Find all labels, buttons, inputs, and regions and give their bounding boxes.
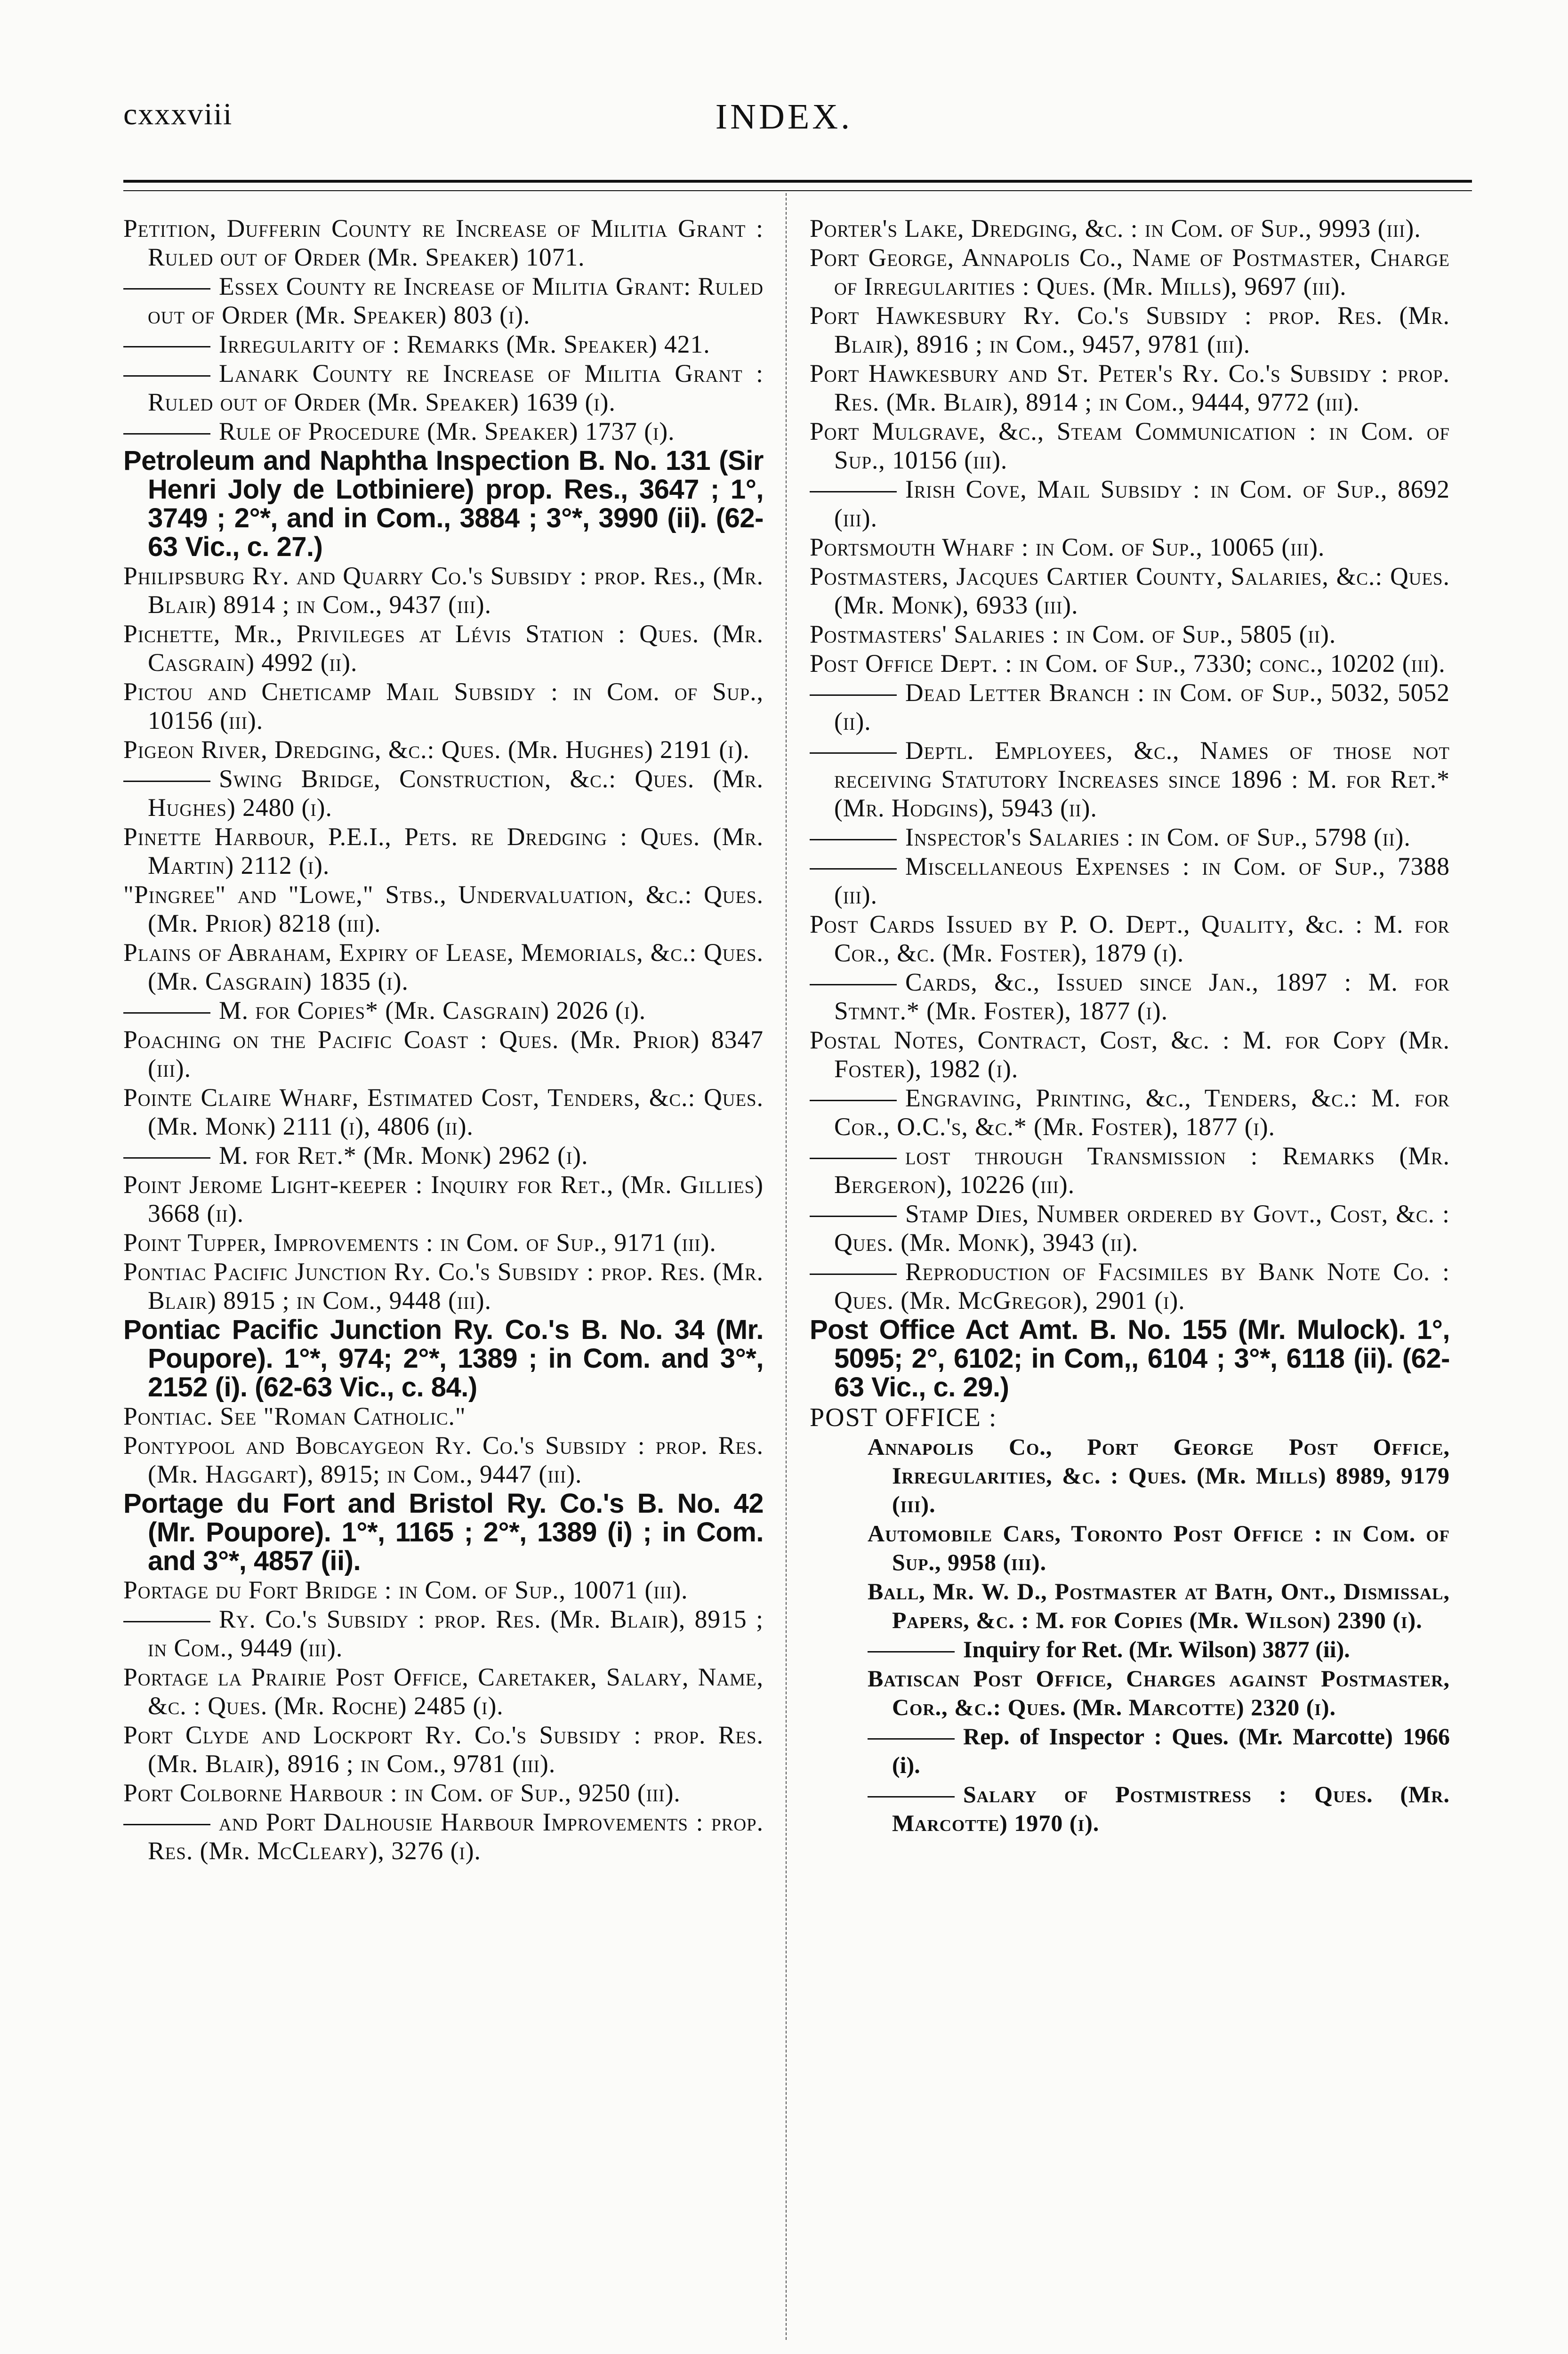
index-entry: Portage la Prairie Post Office, Caretaker, Salary, Name, &c. : Ques. (Mr. Roche) 2485 (i).	[123, 1663, 764, 1720]
index-entry: Post Office Dept. : in Com. of Sup., 7330; conc., 10202 (iii).	[810, 649, 1446, 677]
index-entry: Pontypool and Bobcaygeon Ry. Co.'s Subsidy : prop. Res. (Mr. Haggart), 8915; in Com., 9447 (iii).	[123, 1431, 764, 1488]
index-subentry: M. for Copies* (Mr. Casgrain) 2026 (i).	[123, 996, 764, 1025]
ditto-dash	[123, 781, 210, 782]
ditto-dash	[810, 1158, 897, 1159]
ditto-dash	[868, 1738, 955, 1740]
ditto-dash	[810, 752, 897, 754]
ditto-dash	[123, 433, 210, 435]
page-folio: cxxxviii	[123, 97, 233, 131]
index-entry: Port Clyde and Lockport Ry. Co.'s Subsidy : prop. Res. (Mr. Blair), 8916 ; in Com., 9781 (iii).	[123, 1721, 764, 1778]
ditto-dash	[810, 1100, 897, 1101]
index-subentry: Miscellaneous Expenses : in Com. of Sup., 7388 (iii).	[810, 852, 1450, 910]
index-entry: Pictou and Cheticamp Mail Subsidy : in Com. of Sup., 10156 (iii).	[123, 677, 764, 734]
index-subentry: Irish Cove, Mail Subsidy : in Com. of Sup., 8692 (iii).	[810, 475, 1450, 532]
header-rule-thick	[123, 180, 1472, 183]
index-entry: Post Cards Issued by P. O. Dept., Quality, &c. : M. for Cor., &c. (Mr. Foster), 1879 (i).	[810, 910, 1450, 967]
index-entry: Port George, Annapolis Co., Name of Postmaster, Charge of Irregularities : Ques. (Mr. Mills), 9697 (iii).	[810, 243, 1450, 300]
header-rule-thin	[123, 190, 1472, 191]
ditto-dash	[810, 868, 897, 870]
ditto-dash	[123, 1621, 210, 1622]
ditto-dash	[868, 1796, 955, 1798]
index-subentry: Ry. Co.'s Subsidy : prop. Res. (Mr. Blair), 8915 ; in Com., 9449 (iii).	[123, 1605, 764, 1662]
index-subentry: Deptl. Employees, &c., Names of those not receiving Statutory Increases since 1896 : M. for Ret.* (Mr. Hodgins), 5943 (ii).	[810, 736, 1450, 822]
index-entry: Port Hawkesbury Ry. Co.'s Subsidy : prop. Res. (Mr. Blair), 8916 ; in Com., 9457, 9781 (iii).	[810, 301, 1450, 358]
running-head	[0, 97, 1568, 148]
index-entry: Plains of Abraham, Expiry of Lease, Memorials, &c.: Ques. (Mr. Casgrain) 1835 (i).	[123, 938, 764, 995]
post-office-subentry: Rep. of Inspector : Ques. (Mr. Marcotte) 1966 (i).	[810, 1722, 1450, 1780]
index-entry: Portsmouth Wharf : in Com. of Sup., 10065 (iii).	[810, 533, 1325, 561]
index-subentry: Rule of Procedure (Mr. Speaker) 1737 (i).	[123, 417, 764, 446]
ditto-dash	[810, 694, 897, 696]
index-entry: Pontiac. See "Roman Catholic."	[123, 1402, 466, 1430]
index-subentry: Lanark County re Increase of Militia Grant : Ruled out of Order (Mr. Speaker) 1639 (i).	[123, 359, 764, 417]
ditto-dash	[810, 1216, 897, 1217]
page-title: INDEX.	[715, 97, 853, 137]
index-subentry: lost through Transmission : Remarks (Mr. Bergeron), 10226 (iii).	[810, 1142, 1450, 1199]
ditto-dash	[810, 491, 897, 492]
post-office-entry: Automobile Cars, Toronto Post Office : in Com. of Sup., 9958 (iii).	[868, 1520, 1450, 1575]
ditto-dash	[868, 1651, 955, 1653]
ditto-dash	[123, 346, 210, 347]
index-subentry: Essex County re Increase of Militia Grant: Ruled out of Order (Mr. Speaker) 803 (i).	[123, 272, 764, 330]
index-entry: Port Mulgrave, &c., Steam Communication : in Com. of Sup., 10156 (iii).	[810, 417, 1450, 474]
index-entry: Porter's Lake, Dredging, &c. : in Com. of Sup., 9993 (iii).	[810, 214, 1421, 242]
ditto-dash	[810, 1274, 897, 1275]
bill-entry: Petroleum and Naphtha Inspection B. No. 131 (Sir Henri Joly de Lotbiniere) prop. Res., 3647 ; 1°, 3749 ; 2°*, and in Com., 3884 ; 3°*, 3990 (ii). (62-63 Vic., c. 27.)	[123, 445, 764, 562]
index-entry: Philipsburg Ry. and Quarry Co.'s Subsidy : prop. Res., (Mr. Blair) 8914 ; in Com., 9437 (iii).	[123, 562, 764, 619]
index-entry: Postmasters, Jacques Cartier County, Salaries, &c.: Ques. (Mr. Monk), 6933 (iii).	[810, 562, 1450, 619]
index-entry: Point Jerome Light-keeper : Inquiry for Ret., (Mr. Gillies) 3668 (ii).	[123, 1170, 764, 1227]
index-entry: Port Colborne Harbour : in Com. of Sup., 9250 (iii).	[123, 1779, 681, 1807]
ditto-dash	[810, 839, 897, 840]
index-entry: Port Hawkesbury and St. Peter's Ry. Co.'s Subsidy : prop. Res. (Mr. Blair), 8914 ; in Com., 9444, 9772 (iii).	[810, 359, 1450, 416]
index-entry: Postal Notes, Contract, Cost, &c. : M. for Copy (Mr. Foster), 1982 (i).	[810, 1026, 1450, 1083]
index-entry: Postmasters' Salaries : in Com. of Sup., 5805 (ii).	[810, 620, 1336, 648]
ditto-dash	[123, 1157, 210, 1159]
index-entry: Pigeon River, Dredging, &c.: Ques. (Mr. Hughes) 2191 (i).	[123, 735, 750, 764]
column-divider	[786, 193, 787, 2340]
post-office-entry: Batiscan Post Office, Charges against Postmaster, Cor., &c.: Ques. (Mr. Marcotte) 2320 (i).	[868, 1665, 1450, 1720]
index-subentry: Dead Letter Branch : in Com. of Sup., 5032, 5052 (ii).	[810, 678, 1450, 736]
index-subentry: Reproduction of Facsimiles by Bank Note Co. : Ques. (Mr. McGregor), 2901 (i).	[810, 1258, 1450, 1315]
index-entry: Portage du Fort Bridge : in Com. of Sup., 10071 (iii).	[123, 1576, 688, 1604]
ditto-dash	[123, 288, 210, 290]
index-subentry: Stamp Dies, Number ordered by Govt., Cost, &c. : Ques. (Mr. Monk), 3943 (ii).	[810, 1200, 1450, 1257]
post-office-entry: Annapolis Co., Port George Post Office, Irregularities, &c. : Ques. (Mr. Mills) 8989, 9179 (iii).	[868, 1434, 1450, 1517]
bill-entry: Portage du Fort and Bristol Ry. Co.'s B. No. 42 (Mr. Poupore). 1°*, 1165 ; 2°*, 1389 (i) ; in Com. and 3°*, 4857 (ii).	[123, 1488, 764, 1576]
post-office-subentry: Salary of Postmistress : Ques. (Mr. Marcotte) 1970 (i).	[810, 1780, 1450, 1838]
ditto-dash	[810, 984, 897, 985]
index-entry: "Pingree" and "Lowe," Stbs., Undervaluation, &c.: Ques. (Mr. Prior) 8218 (iii).	[123, 880, 764, 937]
index-entry: Point Tupper, Improvements : in Com. of Sup., 9171 (iii).	[123, 1228, 716, 1257]
post-office-subentry: Inquiry for Ret. (Mr. Wilson) 3877 (ii).	[810, 1635, 1450, 1664]
section-heading: POST OFFICE :	[810, 1403, 997, 1432]
index-subentry: M. for Ret.* (Mr. Monk) 2962 (i).	[123, 1141, 764, 1170]
bill-entry: Post Office Act Amt. B. No. 155 (Mr. Mulock). 1°, 5095; 2°, 6102; in Com,, 6104 ; 3°*, 6118 (ii). (62-63 Vic., c. 29.)	[810, 1314, 1450, 1403]
index-subentry: and Port Dalhousie Harbour Improvements : prop. Res. (Mr. McCleary), 3276 (i).	[123, 1808, 764, 1865]
post-office-entry: Ball, Mr. W. D., Postmaster at Bath, Ont., Dismissal, Papers, &c. : M. for Copies (Mr. Wilson) 2390 (i).	[868, 1578, 1450, 1633]
index-subentry: Irregularity of : Remarks (Mr. Speaker) 421.	[123, 330, 764, 359]
index-entry: Pointe Claire Wharf, Estimated Cost, Tenders, &c.: Ques. (Mr. Monk) 2111 (i), 4806 (ii).	[123, 1083, 764, 1140]
index-subentry: Cards, &c., Issued since Jan., 1897 : M. for Stmnt.* (Mr. Foster), 1877 (i).	[810, 968, 1450, 1025]
ditto-dash	[123, 1824, 210, 1825]
index-subentry: Engraving, Printing, &c., Tenders, &c.: M. for Cor., O.C.'s, &c.* (Mr. Foster), 1877 (i).	[810, 1084, 1450, 1141]
index-subentry: Swing Bridge, Construction, &c.: Ques. (Mr. Hughes) 2480 (i).	[123, 765, 764, 822]
index-entry: Pontiac Pacific Junction Ry. Co.'s Subsidy : prop. Res. (Mr. Blair) 8915 ; in Com., 9448 (iii).	[123, 1258, 764, 1314]
index-entry: Poaching on the Pacific Coast : Ques. (Mr. Prior) 8347 (iii).	[123, 1025, 764, 1082]
index-entry: Pichette, Mr., Privileges at Lévis Station : Ques. (Mr. Casgrain) 4992 (ii).	[123, 620, 764, 677]
right-column	[810, 214, 1450, 2354]
index-subentry: Inspector's Salaries : in Com. of Sup., 5798 (ii).	[810, 823, 1450, 852]
left-column	[123, 214, 764, 2354]
ditto-dash	[123, 1012, 210, 1014]
index-entry: Pinette Harbour, P.E.I., Pets. re Dredging : Ques. (Mr. Martin) 2112 (i).	[123, 822, 764, 879]
ditto-dash	[123, 375, 210, 377]
bill-entry: Pontiac Pacific Junction Ry. Co.'s B. No. 34 (Mr. Poupore). 1°*, 974; 2°*, 1389 ; in Com. and 3°*, 2152 (i). (62-63 Vic., c. 84.)	[123, 1314, 764, 1403]
index-entry: Petition, Dufferin County re Increase of Militia Grant : Ruled out of Order (Mr. Speaker) 1071.	[123, 214, 764, 271]
